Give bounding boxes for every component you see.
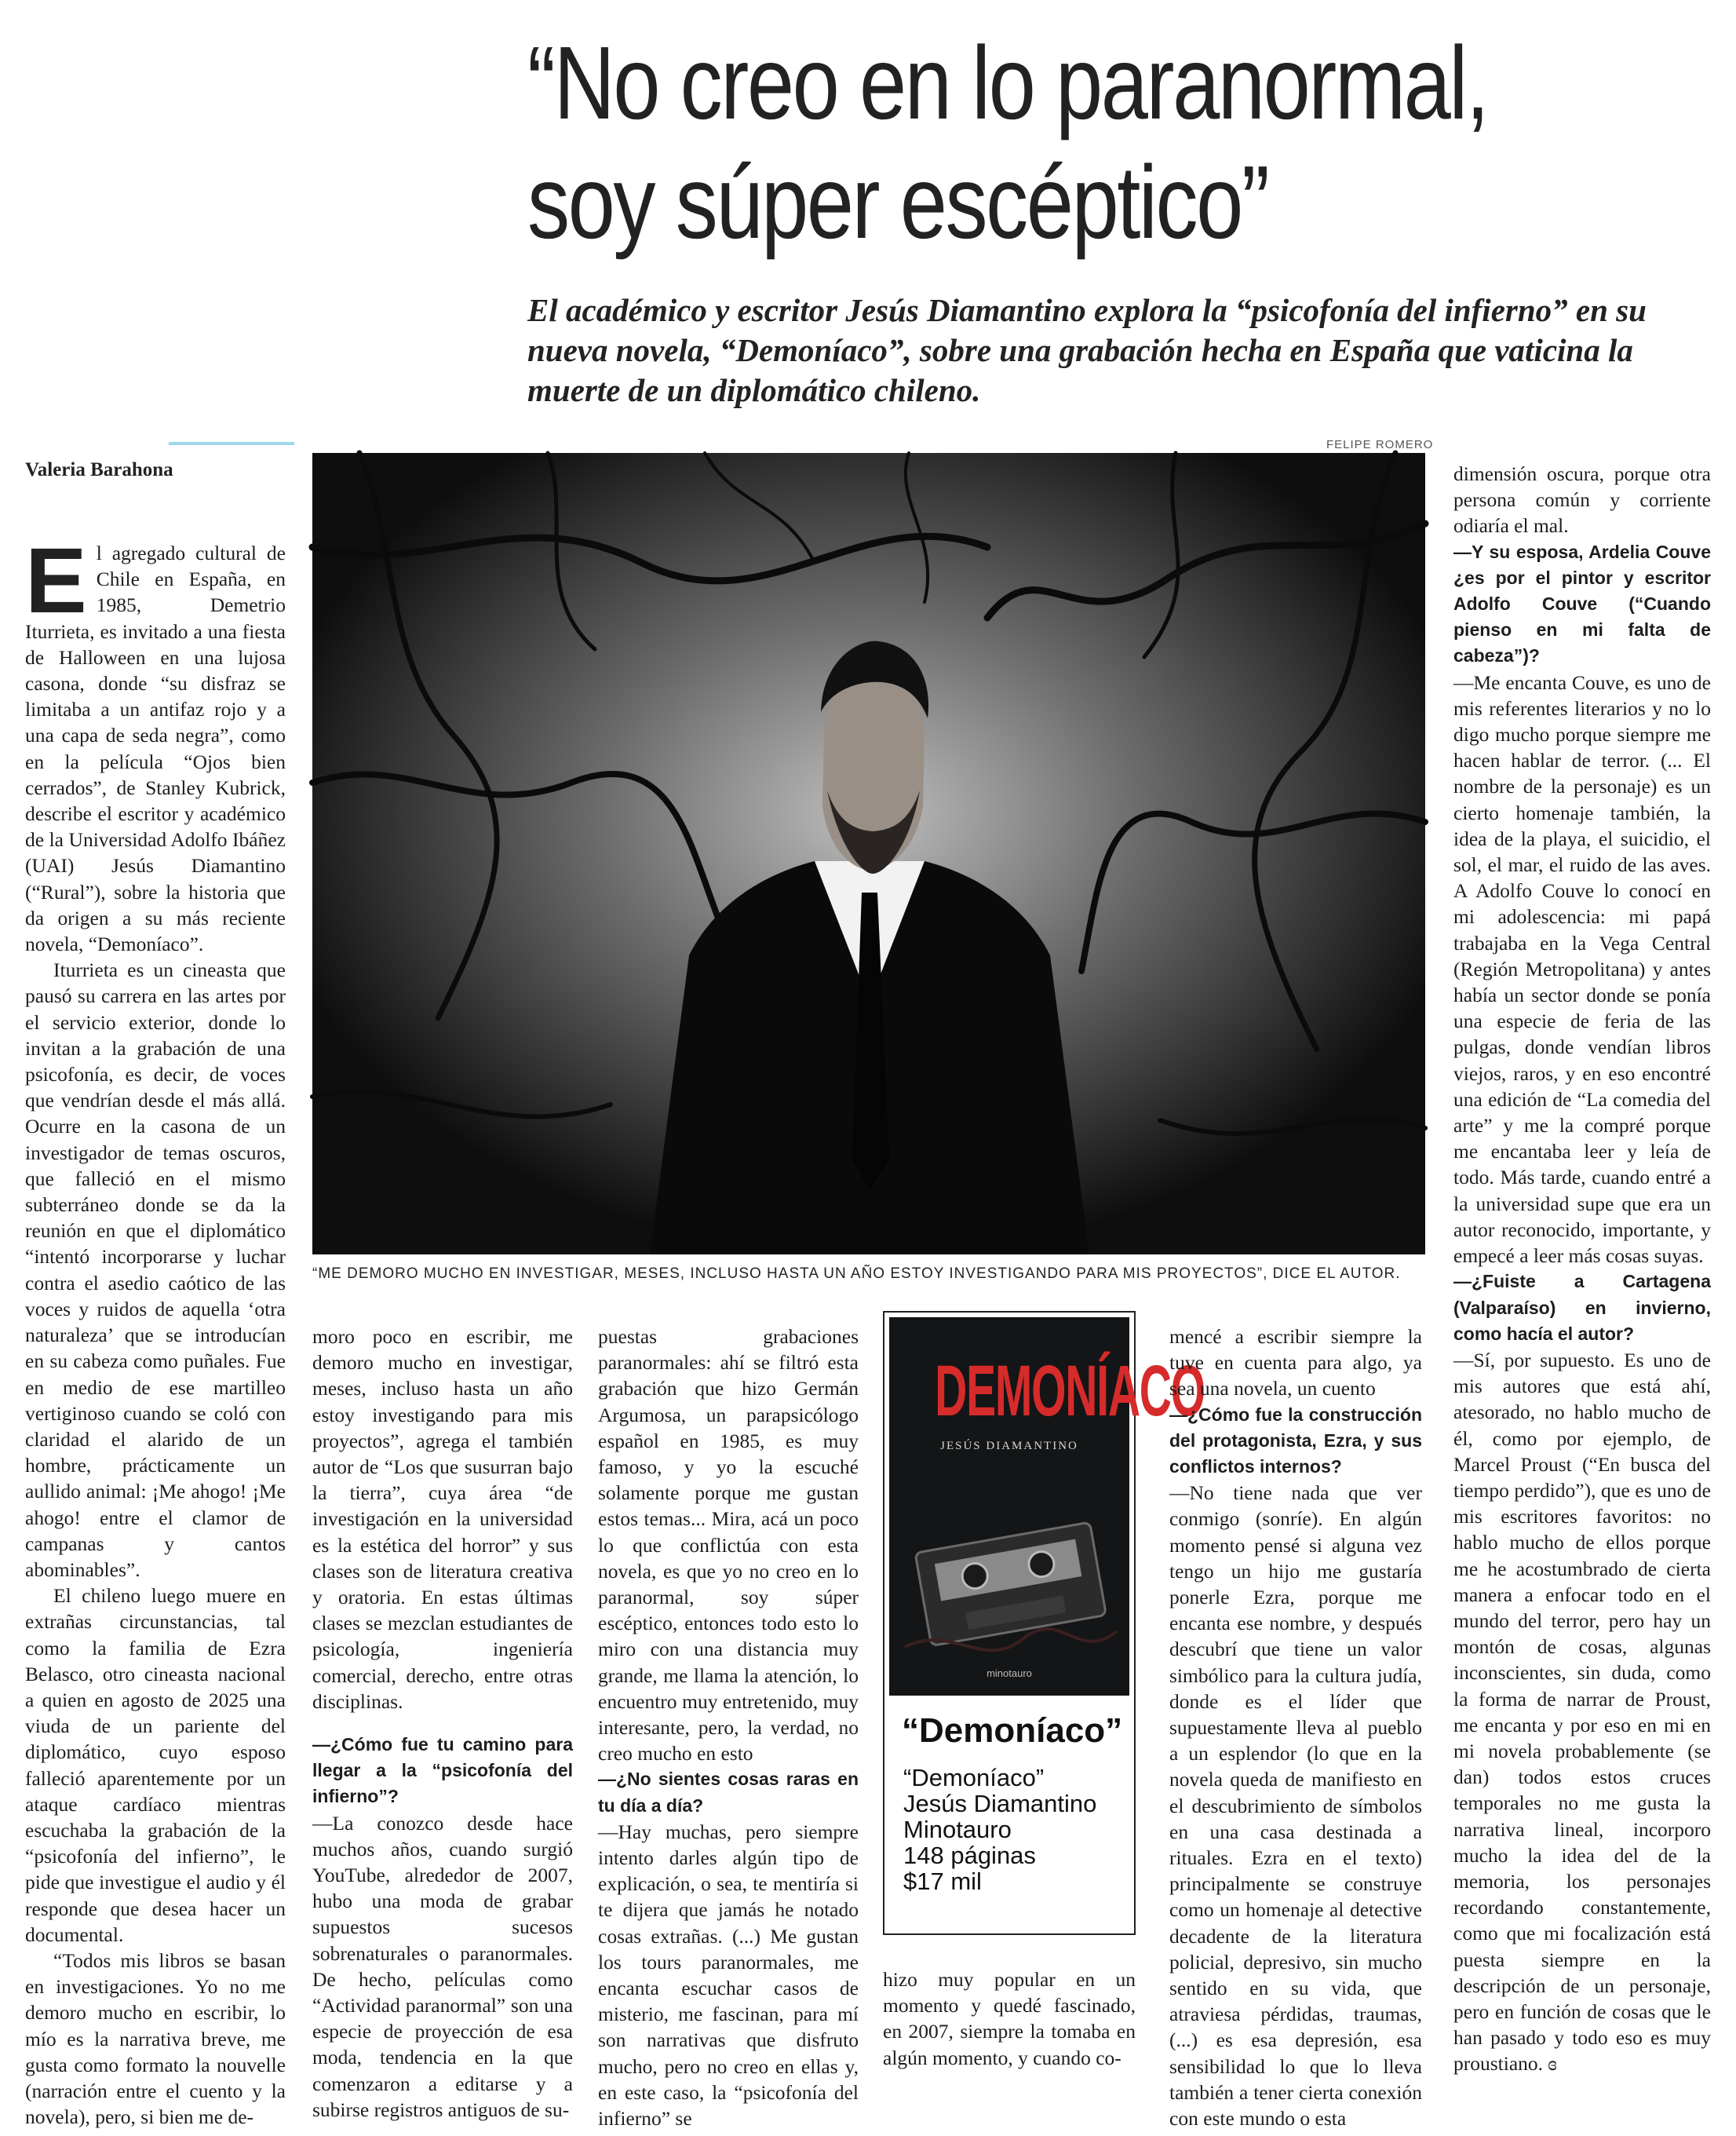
book-cover-author: JESÚS DIAMANTINO xyxy=(940,1440,1078,1452)
lead-paragraph xyxy=(25,529,286,957)
headline xyxy=(527,24,1505,262)
interview-question: —¿Cómo fue la construcción del protagonista, Ezra, y sus conflictos internos? xyxy=(1169,1404,1422,1477)
interview-question: —Y su esposa, Ardelia Couve ¿es por el pintor y escritor Adolfo Couve (“Cuando pienso en mi falta de cabeza”)? xyxy=(1453,541,1711,666)
author-photo-image xyxy=(312,453,1425,1254)
drop-cap: E xyxy=(25,529,87,633)
interview-answer: —Hay muchas, pero siempre intento darles algún tipo de explicación, o sea, te mentiría si te dijera que jamás he notado cosas extrañas. (...) Me gustan los tours paranormales, me encanta escuchar casos de misterio, me fascinan, para mí son narrativas que disfruto mucho, pero no creo en ellas y, en este caso, la “psicofonía del infierno” se xyxy=(598,1820,859,2131)
book-info-box xyxy=(883,1311,1205,1935)
body-paragraph: mencé a escribir siempre la tuve en cuenta para algo, ya sea una novela, un cuento xyxy=(1169,1325,1422,1400)
column-4 xyxy=(1169,1324,1422,2131)
body-paragraph: Iturrieta es un cineasta que pausó su carrera en las artes por el servicio exterior, donde lo invitan a la grabación de una psicofonía, es decir, de voces que vendrían desde el más allá. Ocurre en la casona de un investigador de temas oscuros, que falleció en el mismo subterráneo donde se da la reunión en que el diplomático “intentó incorporarse y luchar contra el asedio caótico de las voces y ruidos de aquella ‘otra naturaleza’ que se introducían en su cabeza como puñales. Fue en medio de ese martilleo vertiginoso cuando se coló con claridad el alarido de un hombre, prácticamente un aullido animal: ¡Me ahogo! ¡Me ahogo! entre el clamor de campanas y cantos abominables”. xyxy=(25,958,286,1581)
byline: Valeria Barahona xyxy=(25,459,173,480)
headline-line-2: soy súper escéptico” xyxy=(527,144,1268,260)
book-cover xyxy=(889,1317,1205,1696)
body-paragraph: moro poco en escribir, me demoro mucho en investigar, meses, incluso hasta un año estoy investigando para mis proyectos”, agrega el también autor de “Los que susurran bajo la tierra”, cuya área “de investigación en la universidad es la estética del horror” y sus clases son de literatura creativa y oratoria. En estas últimas clases se mezclan estudiantes de psicología, ingeniería comercial, derecho, entre otras disciplinas. xyxy=(312,1325,573,1713)
photo-credit: FELIPE ROMERO xyxy=(1326,438,1434,451)
interview-question: —¿Fuiste a Cartagena (Valparaíso) en invierno, como hacía el autor? xyxy=(1453,1271,1711,1344)
interview-answer xyxy=(1453,1347,1711,2077)
book-details xyxy=(903,1765,1096,1894)
column-1 xyxy=(25,529,286,2130)
body-paragraph: “Todos mis libros se basan en investigaciones. Yo no me demoro mucho en escribir, lo mío es la narrativa breve, me gusta como formato la nouvelle (narración entre el cuento y la novela), pero, si bien me de- xyxy=(25,1948,286,2129)
book-detail-publisher: Minotauro xyxy=(903,1816,1012,1843)
column-3-continued xyxy=(883,1966,1136,2071)
photo-caption: “ME DEMORO MUCHO EN INVESTIGAR, MESES, INCLUSO HASTA UN AÑO ESTOY INVESTIGANDO PARA MIS PROYECTOS”, DICE EL AUTOR. xyxy=(312,1265,1401,1282)
body-paragraph: hizo muy popular en un momento y quedé fascinado, en 2007, siempre la tomaba en algún momento, y cuando co- xyxy=(883,1968,1136,2069)
interview-answer-text: —Sí, por supuesto. Es uno de mis autores que está ahí, atesorado, no hablo mucho de él, como por ejemplo, de Marcel Proust (“En busca del tiempo perdido”), que es uno de mis escritores favoritos: no hablo mucho de ellos porque me he acostumbrado de cierta manera a enfocar todo en el mundo del terror, pero hay un montón de cosas, algunas inconscientes, sin duda, como la forma de narrar de Proust, me encanta y por eso en mi en mi novela probablemente (se dan) todos estos cruces temporales no me gusta la narrativa lineal, incorporo mucho la idea del de la memoria, los personajes recordando constantemente, como que mi focalización está puesta siempre en la descripción de un personaje, pero en función de cosas que le han pasado y todo eso es muy proustiano. xyxy=(1453,1348,1711,2076)
interview-answer: —La conozco desde hace muchos años, cuando surgió YouTube, alrededor de 2007, hubo una moda de grabar supuestos sucesos sobrenaturales o paranormales. De hecho, películas como “Actividad paranormal” son una especie de proyección de esa moda, tendencia en la que comenzaron a editarse y a subirse registros antiguos de su- xyxy=(312,1811,573,2121)
headline-line-1: “No creo en lo paranormal, xyxy=(527,25,1488,141)
column-5 xyxy=(1453,461,1711,2077)
lead-paragraph-text: l agregado cultural de Chile en España, en 1985, Demetrio Iturrieta, es invitado a una fiesta de Halloween en una lujosa casona, donde “su disfraz se limitaba a un antifaz rojo y a una capa de seda negra”, como en la película “Ojos bien cerrados”, de Stanley Kubrick, describe el escritor y académico de la Universidad Adolfo Ibáñez (UAI) Jesús Diamantino (“Rural”), sobre la historia que da origen a su más reciente novela, “Demoníaco”. xyxy=(25,542,286,956)
interview-answer: —No tiene nada que ver conmigo (sonríe). En algún momento pensé si alguna vez tengo un hijo me gustaría ponerle Ezra, porque me encanta ese nombre, y después descubrí que tiene un valor simbólico para la cultura judía, donde es el líder que supuestamente lleva al pueblo a un esplendor (lo que en la novela queda de manifiesto en el descubrimiento de símbolos en una casa destinada a rituales. Ezra en el texto) principalmente se construye como un homenaje al detective decadente de la literatura policial, depresivo, sin mucho sentido en su vida, que atraviesa pérdidas, traumas, (...) es esa depresión, esa sensibilidad lo que lo lleva también a tener cierta conexión con este mundo o esta xyxy=(1169,1481,1422,2131)
book-detail-author: Jesús Diamantino xyxy=(903,1790,1097,1817)
interview-question: —¿No sientes cosas raras en tu día a día? xyxy=(598,1769,859,1816)
standfirst: El académico y escritor Jesús Diamantino explora la “psicofonía del infierno” en su nueva novela, “Demoníaco”, sobre una grabación hecha en España que vaticina la muerte de un diplomático chileno. xyxy=(527,292,1647,408)
body-paragraph: El chileno luego muere en extrañas circunstancias, tal como la familia de Ezra Belasco, otro cineasta nacional a quien en agosto de 2025 una viuda de un pariente del diplomático, cuyo esposo falleció aparentemente por un ataque cardíaco mientras escuchaba la grabación de la “psicofonía del infierno”, le pide que investigue el audio y él responde que desea hacer un documental. xyxy=(25,1584,286,1946)
book-box-title: “Demoníaco” xyxy=(902,1711,1123,1750)
column-3 xyxy=(598,1324,859,2131)
end-mark-icon: ɞ xyxy=(1548,2052,1557,2076)
body-paragraph: puestas grabaciones paranormales: ahí se filtró esta grabación que hizo Germán Argumosa, un parapsicólogo español en 1985, es muy famoso, y yo la escuché solamente porque me gustan estos temas... Mira, acá un poco lo que conflictúa con esta novela, es que yo no creo en lo paranormal, soy súper escéptico, entonces todo esto lo miro con una distancia muy grande, me llama la atención, lo encuentro muy entretenido, muy interesante, pero, la verdad, no creo mucho en esto xyxy=(598,1325,859,1765)
book-cover-title: DEMONÍACO xyxy=(935,1351,1205,1431)
book-detail-price: $17 mil xyxy=(903,1868,982,1895)
book-cover-publisher: minotauro xyxy=(987,1667,1032,1679)
interview-question: —¿Cómo fue tu camino para llegar a la “psicofonía del infierno”? xyxy=(312,1734,573,1807)
book-detail-pages: 148 páginas xyxy=(903,1842,1036,1869)
byline-divider xyxy=(169,442,294,445)
column-2 xyxy=(312,1324,573,2123)
body-paragraph: dimensión oscura, porque otra persona común y corriente odiaría el mal. xyxy=(1453,462,1711,538)
book-detail-title: “Demoníaco” xyxy=(903,1764,1045,1791)
interview-answer: —Me encanta Couve, es uno de mis referentes literarios y no lo digo mucho porque siempre me hacen hablar de terror. (... El nombre de la personaje) es un cierto homenaje también, la idea de la playa, el suicidio, el sol, el mar, el ruido de las aves. A Adolfo Couve lo conocí en mi adolescencia: mi papá trabajaba en la Vega Central (Región Metropolitana) y antes había un sector donde se ponía una especie de feria de las pulgas, donde vendían libros viejos, raros, y en eso encontré una edición de “La comedia del arte” y me la compré porque me encantaba leer y leía de todo. Más tarde, cuando entré a la universidad supe que era un autor reconocido, importante, y empecé a leer más cosas suyas. xyxy=(1453,670,1711,1268)
author-photo xyxy=(312,453,1425,1254)
